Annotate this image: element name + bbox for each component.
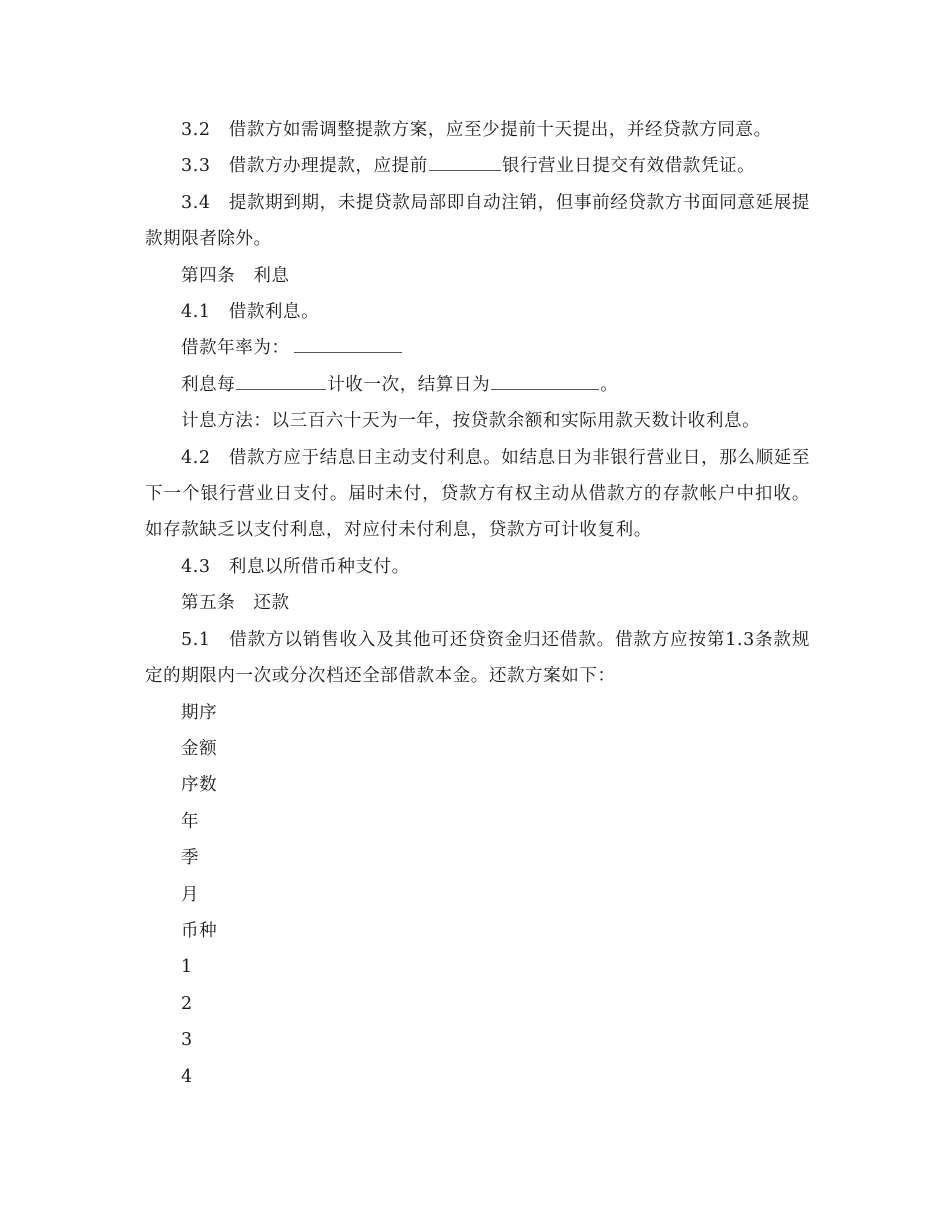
table-cell-quarter: 季	[181, 848, 200, 869]
document-page	[145, 112, 810, 1095]
table-cell-year: 年	[181, 811, 200, 832]
table-cell-row-4: 4	[181, 1066, 193, 1087]
article-4-title: 第四条 利息	[181, 265, 290, 286]
clause-4-2: 4.2 借款方应于结息日主动支付利息。如结息日为非银行营业日，那么顺延至下一个银行营业日支付。届时未付，贷款方有权主动从借款方的存款帐户中扣收。如存款缺乏以支付利息，对应付未付利息，贷款方可计收复利。	[145, 447, 810, 541]
interest-period-line	[145, 367, 810, 403]
table-cell-sequence: 序数	[181, 775, 218, 796]
table-cell-currency: 币种	[181, 920, 218, 941]
table-cell-period: 期序	[181, 702, 218, 723]
table-cell-row-3: 3	[181, 1030, 193, 1051]
table-cell-row-1: 1	[181, 957, 193, 978]
interest-method: 计息方法：以三百六十天为一年，按贷款余额和实际用款天数计收利息。	[181, 411, 761, 432]
clause-3-3	[145, 148, 810, 184]
repayment-table	[145, 695, 810, 1095]
clause-4-3: 4.3 利息以所借币种支付。	[181, 556, 410, 577]
interest-text-c: 。	[600, 374, 619, 395]
interest-text-b: 计收一次，结算日为	[327, 374, 491, 395]
clause-3-3-text-a: 3.3 借款方办理提款，应提前	[181, 156, 428, 177]
blank-interest-period-field[interactable]	[236, 371, 326, 390]
annual-rate-label: 借款年率为：	[181, 338, 290, 359]
blank-business-days-field[interactable]	[429, 153, 501, 172]
clause-5-1: 5.1 借款方以销售收入及其他可还贷资金归还借款。借款方应按第1.3条款规定的期限内一次或分次档还全部借款本金。还款方案如下：	[145, 629, 810, 687]
table-cell-month: 月	[181, 884, 200, 905]
annual-rate-line	[145, 330, 810, 366]
clause-3-2: 3.2 借款方如需调整提款方案，应至少提前十天提出，并经贷款方同意。	[181, 120, 772, 140]
clause-4-1: 4.1 借款利息。	[181, 302, 320, 323]
blank-annual-rate-field[interactable]	[294, 335, 402, 354]
blank-settlement-date-field[interactable]	[491, 371, 599, 390]
article-5-title: 第五条 还款	[181, 593, 290, 614]
clause-3-4: 3.4 提款期到期，未提贷款局部即自动注销，但事前经贷款方书面同意延展提款期限者除外。	[145, 192, 810, 250]
clause-3-3-text-b: 银行营业日提交有效借款凭证。	[501, 156, 756, 177]
interest-text-a: 利息每	[181, 374, 236, 395]
table-cell-amount: 金额	[181, 738, 218, 759]
table-cell-row-2: 2	[181, 993, 193, 1014]
